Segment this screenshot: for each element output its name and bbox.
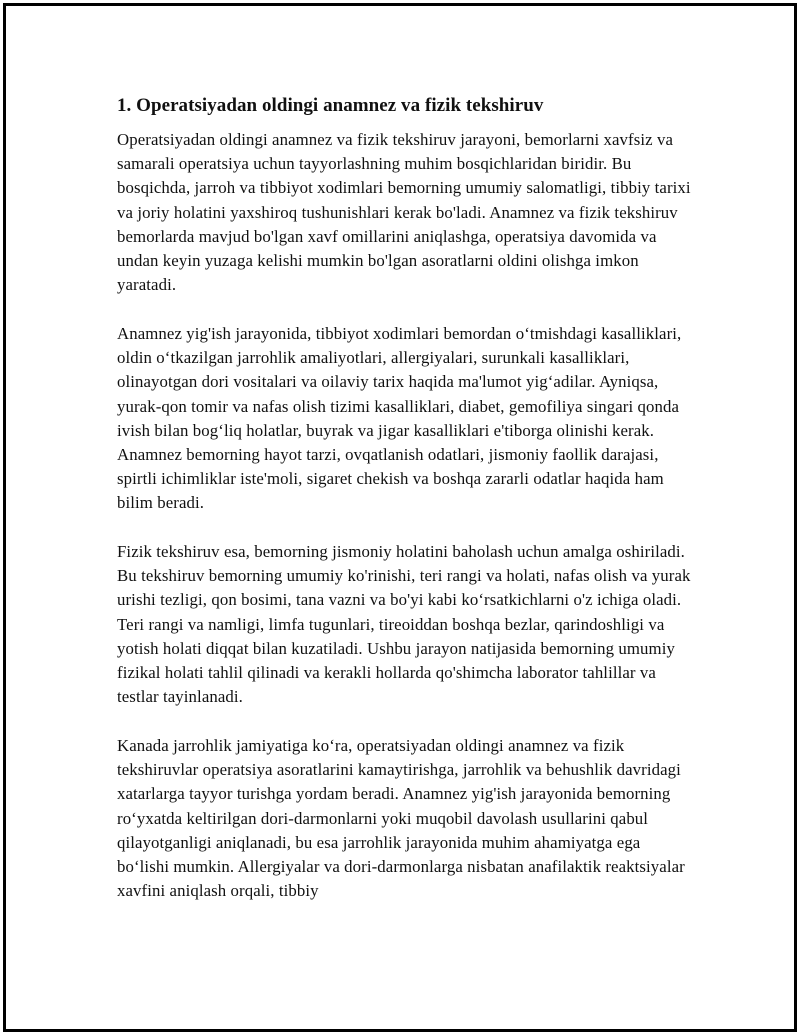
paragraph-2: Anamnez yig'ish jarayonida, tibbiyot xodimlari bemordan o‘tmishdagi kasalliklari, oldin o‘tkazilgan jarrohlik amaliyotlari, allergiyalari, surunkali kasalliklari, olinayotgan dori vositalari va oilaviy tarix haqida ma'lumot yig‘adilar. Ayniqsa, yurak-qon tomir va nafas olish tizimi kasalliklari, diabet, gemofiliya singari qonda ivish bilan bog‘liq holatlar, buyrak va jigar kasalliklari e'tiborga olinishi kerak. Anamnez bemorning hayot tarzi, ovqatlanish odatlari, jismoniy faollik darajasi, spirtli ichimliklar iste'moli, sigaret chekish va boshqa zararli odatlar haqida ham bilim beradi. bbox=[117, 323, 682, 513]
paragraph-4: Kanada jarrohlik jamiyatiga ko‘ra, operatsiyadan oldingi anamnez va fizik tekshiruvlar operatsiya asoratlarini kamaytirishga, jarrohlik va behushlik davridagi xatarlarga tayyor turishga yordam beradi. Anamnez yig'ish jarayonida bemorning ro‘yxatda keltirilgan dori-darmonlarni yoki muqobil davolash usullarini qabul qilayotganligi aniqlanadi, bu esa jarrohlik jarayonida muhim ahamiyatga ega bo‘lishi mumkin. Allergiyalar va dori-darmonlarga nisbatan anafilaktik reaktsiyalar xavfini aniqlash orqali, tibbiy bbox=[117, 735, 685, 901]
section-heading: 1. Operatsiyadan oldingi anamnez va fizik tekshiruv bbox=[117, 95, 544, 116]
document-body bbox=[117, 92, 692, 928]
paragraph-1: Operatsiyadan oldingi anamnez va fizik tekshiruv jarayoni, bemorlarni xavfsiz va samarali operatsiya uchun tayyorlashning muhim bosqichlaridan biridir. Bu bosqichda, jarroh va tibbiyot xodimlari bemorning umumiy salomatligi, tibbiy tarixi va joriy holatini yaxshiroq tushunishlari kerak bo'ladi. Anamnez va fizik tekshiruv bemorlarda mavjud bo'lgan xavf omillarini aniqlashga, operatsiya davomida va undan keyin yuzaga kelishi mumkin bo'lgan asoratlarni oldini olishga imkon yaratadi. bbox=[117, 130, 691, 295]
paragraph-3: Fizik tekshiruv esa, bemorning jismoniy holatini baholash uchun amalga oshiriladi. Bu tekshiruv bemorning umumiy ko'rinishi, teri rangi va holati, nafas olish va yurak urishi tezligi, qon bosimi, tana vazni va bo'yi kabi ko‘rsatkichlarni o'z ichiga oladi. Teri rangi va namligi, limfa tugunlari, tireoiddan boshqa bezlar, qarindoshligi va yotish holati diqqat bilan kuzatiladi. Ushbu jarayon natijasida bemorning umumiy fizikal holati tahlil qilinadi va kerakli hollarda qo'shimcha laborator tahlillar va testlar tayinlanadi. bbox=[117, 542, 691, 707]
